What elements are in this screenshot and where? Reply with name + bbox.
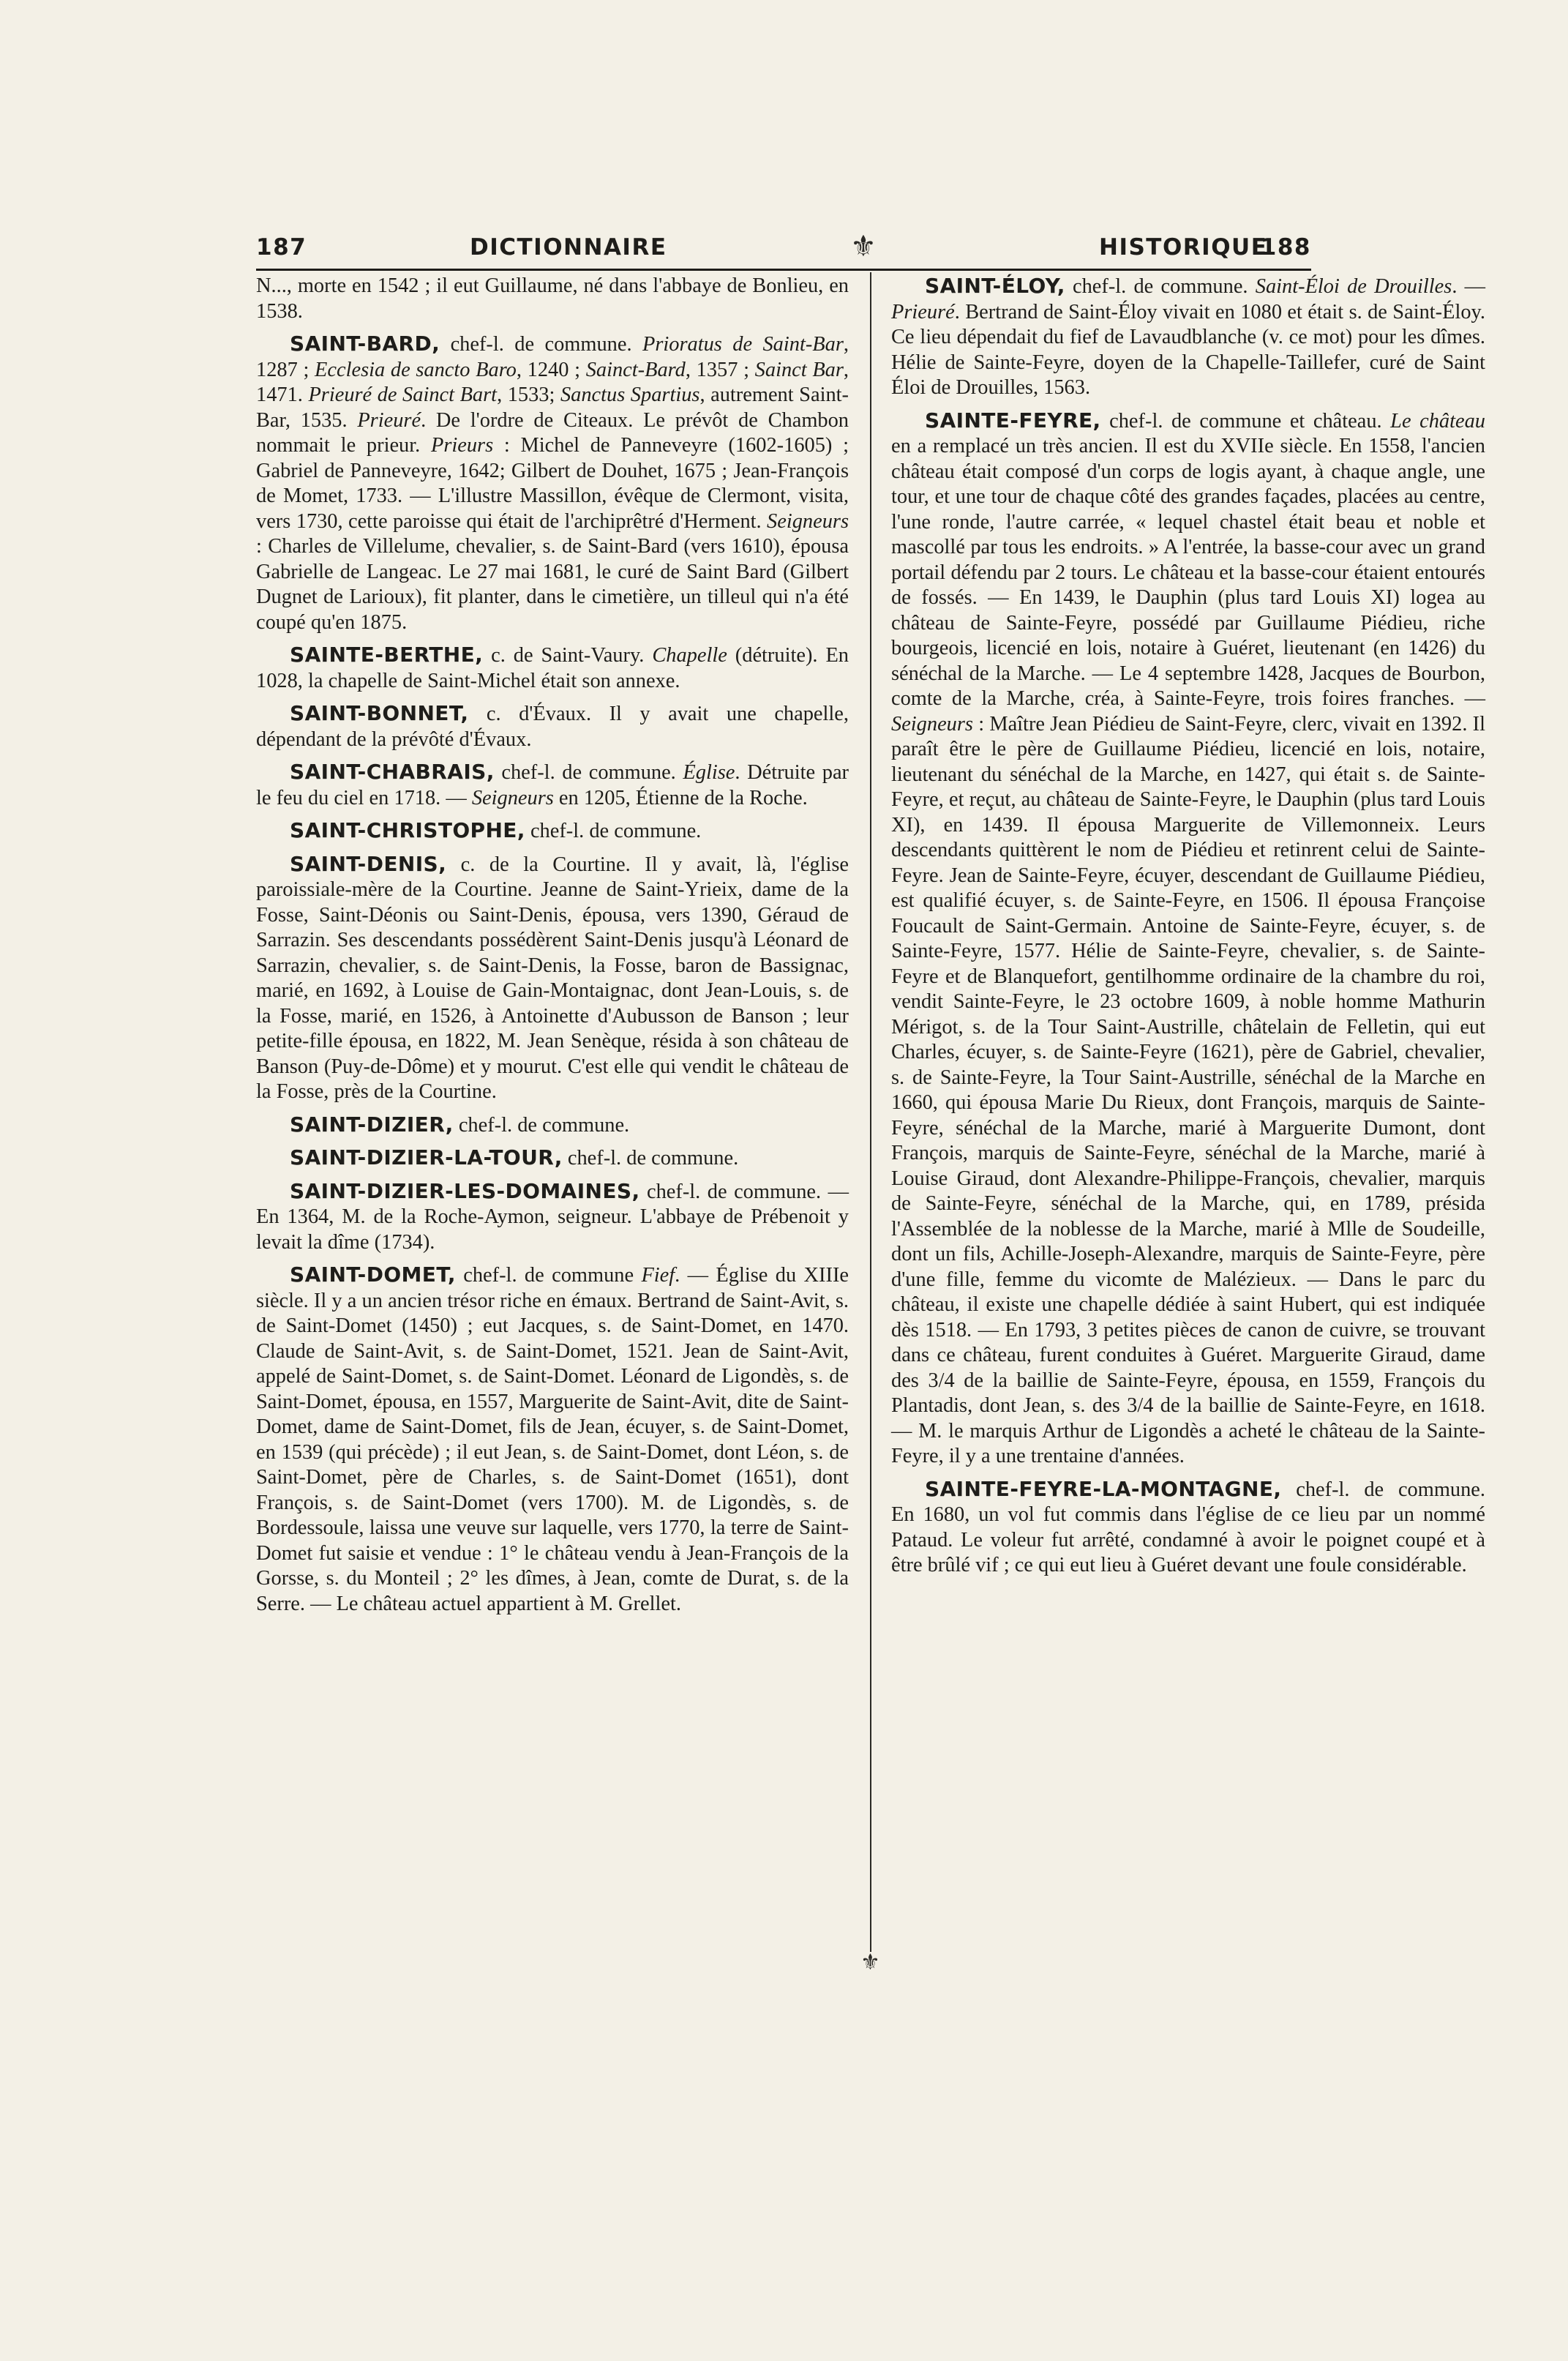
entry-text: c. de la Courtine. Il y avait, là, l'église paroissiale-mère de la Courtine. Jeanne de Saint-Yrieix, dame de la Fosse, Saint-Déonis ou Saint-Denis, épousa, vers 1390, Géraud de Sarrazin. Ses descendants possédèrent Saint-Denis jusqu'à Léonard de Sarrazin, chevalier, s. de Saint-Denis, la Fosse, baron de Bassignac, marié, en 1692, à Louise de Gain-Montaignac, dont Jean-Louis, s. de la Fosse, marié, en 1526, à Antoinette d'Aubusson de Banson ; leur petite-fille épousa, en 1822, M. Jean Senèque, résida à son château de Banson (Puy-de-Dôme) et y mourut. C'est elle qui vendit le château de la Fosse, près de la Courtine.: [256, 853, 849, 1103]
page-number-left: 187: [256, 234, 307, 261]
entry-text: : Michel de Panneveyre (1602-1605) ; Gabriel de Panneveyre, 1642; Gilbert de Douhet, 1675 ; Jean-François de Momet, 1733. — L'illustre Massillon, évêque de Clermont, visita, vers 1730, cette paroisse qui était de l'archiprêtré d'Herment.: [256, 434, 849, 533]
italic-text: Seigneurs: [767, 509, 849, 533]
entry-text: : Maître Jean Piédieu de Saint-Feyre, clerc, vivait en 1392. Il paraît être le père de Guillaume Piédieu, licencié en lois, notaire, lieutenant du sénéchal de la Marche, en 1427, qui était s. de Sainte-Feyre, et reçut, au château de Sainte-Feyre, le Dauphin (plus tard Louis XI), en 1439. Il épousa Marguerite de Villemonneix. Leurs descendants quittèrent le nom de Piédieu et retinrent celui de Sainte-Feyre. Jean de Sainte-Feyre, écuyer, descendant de Guillaume Piédieu, est qualifié écuyer, s. de Sainte-Feyre, en 1506. Il épousa Françoise Foucault de Saint-Germain. Antoine de Sainte-Feyre, écuyer, s. de Sainte-Feyre, 1577. Hélie de Sainte-Feyre, chevalier, s. de Sainte-Feyre et de Blanquefort, gentilhomme ordinaire de la chambre du roi, vendit Sainte-Feyre, le 23 octobre 1609, à noble homme Mathurin Mérigot, s. de la Tour Saint-Austrille, châtelain de Felletin, qui eut Charles, écuyer, s. de Sainte-Feyre (1621), père de Gabriel, chevalier, s. de Sainte-Feyre, la Tour Saint-Austrille, sénéchal de la Marche en 1660, qui épousa Marie Du Rieux, dont François, marquis de Sainte-Feyre, sénéchal de la Marche, marié à Marguerite Dumont, dont François, marquis de Sainte-Feyre, sénéchal de la Marche, marié à Louise Giraud, dont Alexandre-Philippe-François, chevalier, marquis de Sainte-Feyre, sénéchal de la Marche, qui, en 1789, présida l'Assemblée de la noblesse de la Marche, marié à Mlle de Soudeille, dont un fils, Achille-Joseph-Alexandre, marquis de Sainte-Feyre, père d'une fille, femme du vicomte de Malézieux. — Dans le parc du château, il existe une chapelle dédiée à saint Hubert, qui est indiquée dès 1518. — En 1793, 3 petites pièces de canon de cuivre, se trouvant dans ce château, furent conduites à Guéret. Marguerite Giraud, dame des 3/4 de la baillie de Sainte-Feyre, épousa, en 1559, François du Plantadis, dont Jean, s. des 3/4 de la baillie de Sainte-Feyre, en 1618. — M. le marquis Arthur de Ligondès a acheté le château de la Sainte-Feyre, il y a une trentaine d'années.: [891, 712, 1485, 1467]
entry-saint-dizier-les-domaines: [256, 1179, 849, 1256]
entry-headword: SAINT-BARD,: [290, 332, 440, 356]
italic-text: Sainct-Bard: [585, 358, 686, 381]
entry-text: chef-l. de commune. — En 1364, M. de la Roche-Aymon, seigneur. L'abbaye de Prébenoit y levait la dîme (1734).: [256, 1180, 849, 1254]
entry-text: . De l'ordre de Citeaux. Le prévôt de Chambon nommait le prieur.: [256, 408, 849, 457]
entry-text: chef-l. de commune.: [562, 1147, 739, 1170]
entry-saint-dizier-la-tour: [256, 1145, 849, 1172]
page-header: [256, 230, 1311, 266]
entry-headword: SAINT-BONNET,: [290, 701, 469, 725]
entry-text: (détruite). En 1028, la chapelle de Saint-Michel était son annexe.: [256, 644, 849, 692]
entry-text: en 1205, Étienne de la Roche.: [553, 786, 808, 809]
entry-text: chef-l. de commune: [455, 1264, 642, 1287]
italic-text: Prioratus de Saint-Bar: [642, 333, 844, 356]
entry-headword: SAINTE-BERTHE,: [290, 643, 484, 667]
entry-text: chef-l. de commune.: [525, 820, 702, 842]
entry-headword: SAINT-DENIS,: [290, 851, 447, 876]
running-title-right: HISTORIQUE: [1099, 234, 1268, 261]
entry-headword: SAINT-DIZIER-LES-DOMAINES,: [290, 1178, 640, 1203]
entry-text: . Bertrand de Saint-Éloy vivait en 1080 et était s. de Saint-Éloy. Ce lieu dépendait du fief de Lavaudblanche (v. ce mot) pour les dîmes. Hélie de Sainte-Feyre, doyen de la Chapelle-Taillefer, curé de Saint Éloi de Drouilles, 1563.: [891, 300, 1485, 399]
bottom-ornament-icon: ⚜: [860, 1950, 880, 1975]
entry-headword: SAINT-CHRISTOPHE,: [290, 818, 525, 842]
entry-text: , 1471.: [256, 358, 849, 406]
italic-text: Prieuré: [891, 300, 955, 323]
entry-text: N..., morte en 1542 ; il eut Guillaume, né dans l'abbaye de Bonlieu, en 1538.: [256, 274, 849, 323]
left-column: [256, 274, 849, 1624]
entry-headword: SAINTE-FEYRE,: [925, 408, 1101, 433]
italic-text: Fief: [641, 1264, 675, 1287]
entry-text: chef-l. de commune.: [453, 1113, 630, 1137]
entry-text: chef-l. de commune.: [494, 761, 683, 784]
entry-saint-eloy: [891, 274, 1485, 401]
italic-text: Prieurs: [430, 434, 494, 457]
entry-text: , autrement Saint-Bar, 1535.: [256, 383, 849, 432]
italic-text: Sainct Bar: [754, 358, 844, 381]
entry-text: c. d'Évaux. Il y avait une chapelle, dépendant de la prévôté d'Évaux.: [256, 703, 849, 751]
entry-n-cont: [256, 274, 849, 324]
running-title-left: DICTIONNAIRE: [470, 234, 667, 261]
entry-saint-bonnet: [256, 701, 849, 752]
header-rule: [256, 269, 1311, 271]
entry-headword: SAINT-DOMET,: [290, 1262, 456, 1287]
entry-text: chef-l. de commune.: [1065, 275, 1256, 298]
entry-saint-denis: [256, 852, 849, 1105]
italic-text: Ecclesia de sancto Baro: [315, 358, 517, 381]
entry-text: : Charles de Villelume, chevalier, s. de Saint-Bard (vers 1610), épousa Gabrielle de Langeac. Le 27 mai 1681, le curé de Saint Bard (Gilbert Dugnet de Larioux), fit planter, dans le cimetière, un tilleul qui n'a été coupé qu'en 1875.: [256, 535, 849, 634]
italic-text: Prieuré: [357, 408, 421, 432]
entry-headword: SAINTE-FEYRE-LA-MONTAGNE,: [925, 1476, 1282, 1501]
fleur-de-lis-icon: ⚜: [850, 230, 877, 263]
italic-text: Le château: [1390, 409, 1485, 433]
entry-headword: SAINT-CHABRAIS,: [290, 760, 495, 784]
entry-text: , 1240 ;: [516, 358, 586, 381]
entry-headword: SAINT-DIZIER,: [290, 1112, 454, 1137]
entry-text: . Détruite par le feu du ciel en 1718. —: [256, 761, 849, 809]
italic-text: Église: [683, 761, 735, 784]
entry-text: , 1533;: [497, 383, 560, 406]
entry-text: , 1287 ;: [256, 333, 849, 381]
entry-saint-bard: [256, 332, 849, 635]
italic-text: Seigneurs: [891, 712, 973, 736]
entry-text: chef-l. de commune et château.: [1100, 409, 1391, 433]
entry-saint-dizier: [256, 1112, 849, 1139]
entry-text: chef-l. de commune. En 1680, un vol fut commis dans l'église de ce lieu par un nommé Pataud. Le voleur fut arrêté, condamné à avoir le poignet coupé et à être brûlé vif ; ce qui eut lieu à Guéret devant une foule considérable.: [891, 1478, 1485, 1576]
entry-text: en a remplacé un très ancien. Il est du XVIIe siècle. En 1558, l'ancien château était composé d'un corps de logis ayant, à chaque angle, une tour, et une tour de chaque côté des grandes façades, placées au centre, l'une ronde, l'autre carrée, « lequel chastel était beau et noble et mascollé par tous les endroits. » A l'entrée, la basse-cour avec un grand portail défendu par 2 tours. Le château et la basse-cour étaient entourés de fossés. — En 1439, le Dauphin (plus tard Louis XI) logea au château de Sainte-Feyre, possédé par Guillaume Piédieu, riche bourgeois, licencié en lois, notaire à Guéret, lieutenant (en 1426) du sénéchal de la Marche. — Le 4 septembre 1428, Jacques de Bourbon, comte de la Marche, créa, à Sainte-Feyre, trois foires franches. —: [891, 435, 1485, 710]
entry-sainte-berthe: [256, 643, 849, 694]
italic-text: Seigneurs: [471, 786, 554, 809]
italic-text: Chapelle: [652, 644, 727, 667]
entry-saint-chabrais: [256, 760, 849, 811]
entry-saint-christophe: [256, 818, 849, 845]
entry-headword: SAINT-DIZIER-LA-TOUR,: [290, 1145, 563, 1170]
entry-text: c. de Saint-Vaury.: [483, 644, 653, 667]
italic-text: Sanctus Spartius: [560, 383, 700, 406]
column-divider: [870, 272, 871, 1952]
entry-sainte-feyre-la-montagne: [891, 1477, 1485, 1579]
italic-text: Saint-Éloi de Drouilles: [1255, 275, 1452, 298]
entry-headword: SAINT-ÉLOY,: [925, 274, 1065, 298]
entry-sainte-feyre: [891, 408, 1485, 1470]
entry-text: . —: [1452, 275, 1486, 298]
entry-saint-domet: [256, 1262, 849, 1617]
italic-text: Prieuré de Sainct Bart: [308, 383, 498, 406]
entry-text: . — Église du XIIIe siècle. Il y a un ancien trésor riche en émaux. Bertrand de Saint-Avit, s. de Saint-Domet (1450) ; eut Jacques, s. de Saint-Domet, en 1470. Claude de Saint-Avit, s. de Saint-Domet, 1521. Jean de Saint-Avit, appelé de Saint-Domet, s. de Saint-Domet. Léonard de Ligondès, s. de Saint-Domet, épousa, en 1557, Marguerite de Saint-Avit, dite de Saint-Domet, dame de Saint-Domet, fils de Jean, écuyer, s. de Saint-Domet, en 1539 (qui précède) ; il eut Jean, s. de Saint-Domet, dont Léon, s. de Saint-Domet, père de Charles, s. de Saint-Domet (1651), dont François, s. de Saint-Domet (vers 1700). M. de Ligondès, s. de Bordessoule, laissa une veuve sur laquelle, vers 1770, la terre de Saint-Domet fut saisie et vendue : 1° le château vendu à Jean-François de la Gorsse, s. du Monteil ; 2° les dîmes, à Jean, comte de Durat, s. de la Serre. — Le château actuel appartient à M. Grellet.: [256, 1264, 849, 1615]
entry-text: , 1357 ;: [685, 358, 755, 381]
right-column: [891, 274, 1485, 1586]
page-number-right: 188: [1260, 234, 1311, 261]
entry-text: chef-l. de commune.: [440, 333, 642, 356]
